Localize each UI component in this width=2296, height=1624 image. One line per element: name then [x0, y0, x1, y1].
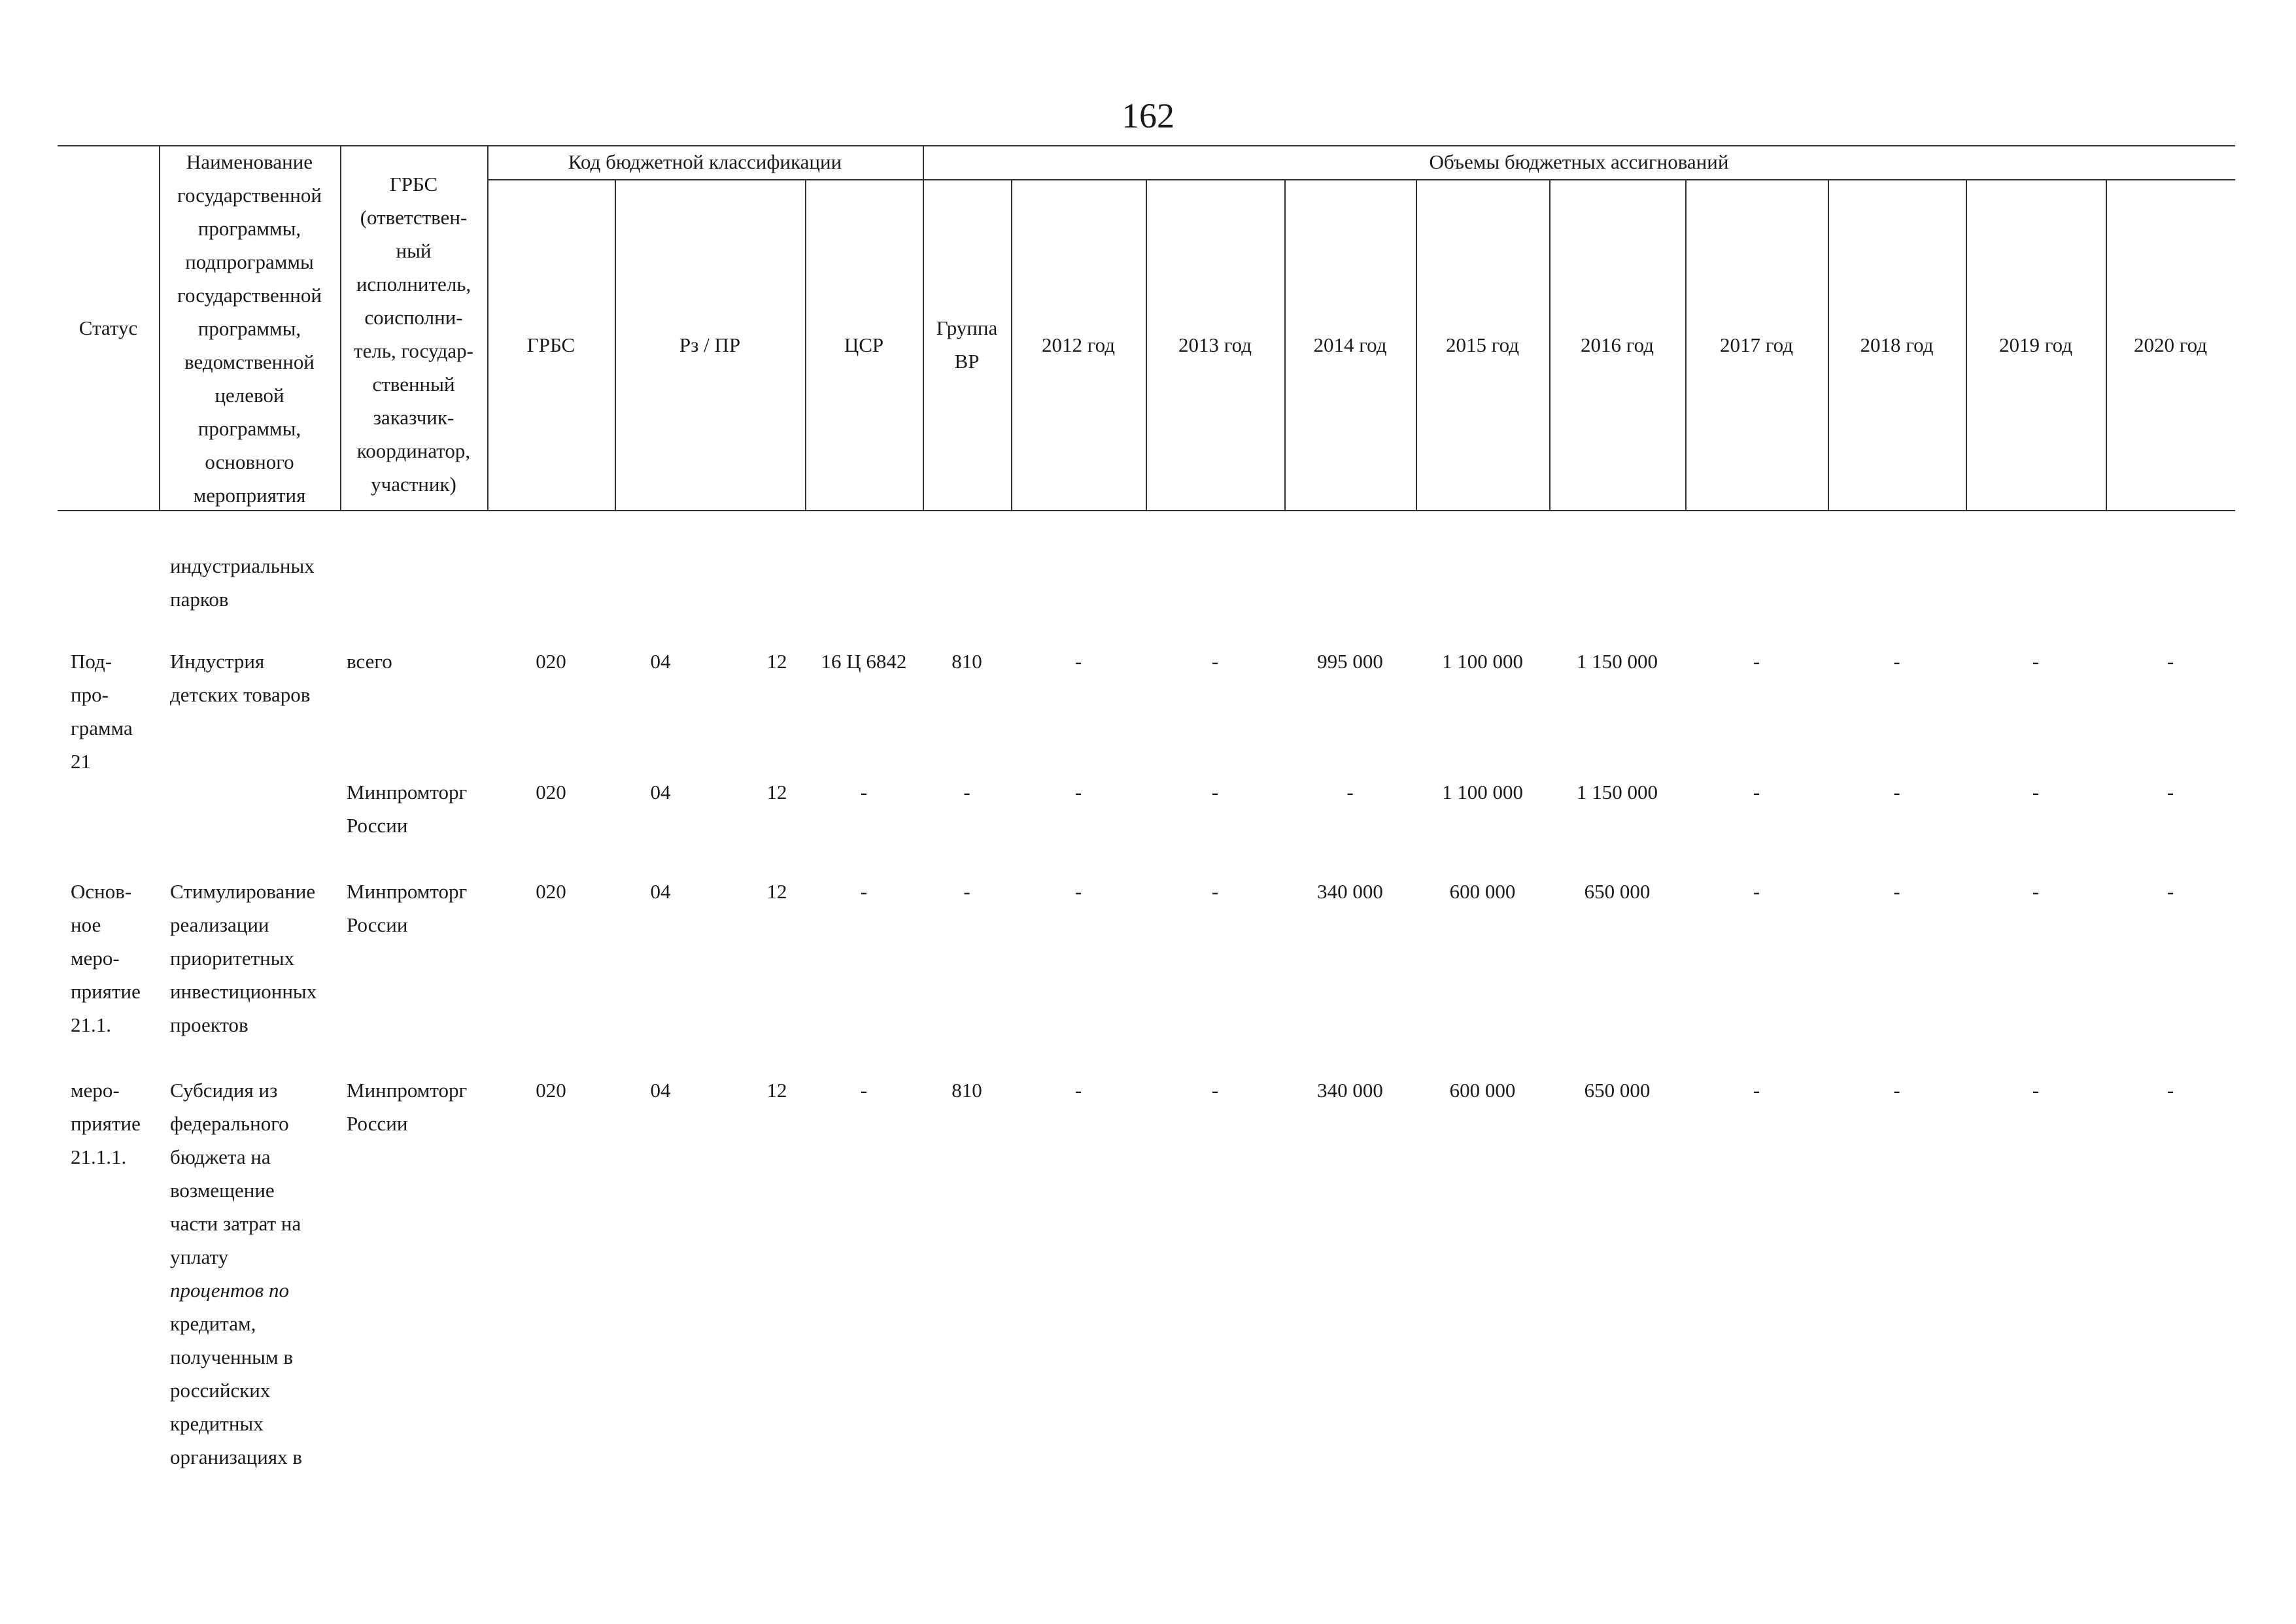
row-rz: 04 [650, 781, 671, 804]
row-value-2020: - [2167, 880, 2174, 903]
header-year-2013: 2013 год [1178, 333, 1252, 356]
row-value-2019: - [2032, 781, 2040, 804]
row-vr: - [963, 781, 970, 804]
row-value-2012: - [1074, 781, 1082, 804]
row-value-2015: 600 000 [1449, 880, 1516, 903]
row-program-name: Стимулирование реализации приоритетных инвестиционных проектов [170, 880, 317, 1036]
header-csr: ЦСР [844, 333, 884, 356]
row-grbs-role: Минпромторг России [347, 781, 468, 837]
row-value-2013: - [1211, 1079, 1219, 1102]
row-value-2015: 1 100 000 [1442, 650, 1523, 673]
header-year-2016: 2016 год [1580, 333, 1654, 356]
row-value-2013: - [1211, 880, 1219, 903]
row-value-2017: - [1753, 880, 1760, 903]
row-vr: 810 [951, 1079, 982, 1102]
page-number: 162 [1122, 96, 1174, 135]
row-value-2016: 1 150 000 [1577, 650, 1658, 673]
header-grbs: ГРБС [526, 333, 575, 356]
row-status: Под- про- грамма 21 [71, 650, 133, 773]
header-program-name: Наименование государственной программы, подпрограммы государственной программы, ведомственной целевой программы, основного мероприятия [177, 150, 322, 507]
row-value-2014: 340 000 [1317, 880, 1383, 903]
row-value-2017: - [1753, 650, 1760, 673]
row-value-2013: - [1211, 781, 1219, 804]
row-value-2018: - [1893, 781, 1900, 804]
row-grbs-role: Минпромторг России [347, 880, 468, 936]
row-csr: - [860, 1079, 868, 1102]
row-csr: 16 Ц 6842 [821, 650, 907, 673]
header-year-2019: 2019 год [1998, 333, 2073, 356]
row-value-2012: - [1074, 880, 1082, 903]
row-value-2020: - [2167, 781, 2174, 804]
row-value-2016: 650 000 [1584, 880, 1651, 903]
header-year-2018: 2018 год [1860, 333, 1934, 356]
row-rz: 04 [650, 650, 671, 673]
row-value-2018: - [1893, 880, 1900, 903]
row-value-2018: - [1893, 1079, 1900, 1102]
header-kbk-group: Код бюджетной классификации [568, 150, 842, 173]
row-csr: - [860, 781, 868, 804]
row-vr: - [963, 880, 970, 903]
row-value-2017: - [1753, 781, 1760, 804]
row-program-name: Индустрия детских товаров [170, 650, 311, 706]
row-pr: 12 [766, 880, 787, 903]
row-rz: 04 [650, 880, 671, 903]
table-row-0-name: индустриальных парков [170, 554, 315, 611]
row-value-2014: 995 000 [1317, 650, 1383, 673]
row-value-2013: - [1211, 650, 1219, 673]
header-vr-group: Группа ВР [936, 316, 998, 373]
row-value-2020: - [2167, 650, 2174, 673]
row-value-2015: 600 000 [1449, 1079, 1516, 1102]
row-csr: - [860, 880, 868, 903]
header-year-2020: 2020 год [2133, 333, 2208, 356]
row-pr: 12 [766, 781, 787, 804]
row-rz: 04 [650, 1079, 671, 1102]
row-grbs: 020 [536, 880, 566, 903]
row-pr: 12 [766, 1079, 787, 1102]
row-value-2019: - [2032, 650, 2040, 673]
row-status: Основ- ное меро- приятие 21.1. [71, 880, 141, 1036]
header-rz-pr: Рз / ПР [679, 333, 741, 356]
header-status: Статус [78, 316, 138, 339]
row-name-part: кредитам, полученным в российских кредитных организациях в [170, 1312, 302, 1468]
header-grbs-role: ГРБС (ответствен- ный исполнитель, соисполни- тель, государ- ственный заказчик- координатор, участник) [354, 173, 473, 496]
row-value-2016: 650 000 [1584, 1079, 1651, 1102]
row-program-name [170, 1074, 347, 1474]
row-status: меро- приятие 21.1.1. [71, 1079, 141, 1168]
row-value-2020: - [2167, 1079, 2174, 1102]
row-value-2015: 1 100 000 [1442, 781, 1523, 804]
row-grbs: 020 [536, 1079, 566, 1102]
row-value-2017: - [1753, 1079, 1760, 1102]
row-value-2012: - [1074, 1079, 1082, 1102]
header-year-2012: 2012 год [1041, 333, 1116, 356]
header-year-2015: 2015 год [1445, 333, 1520, 356]
row-value-2016: 1 150 000 [1577, 781, 1658, 804]
row-name-part: Субсидия из федерального бюджета на возмещение части затрат на уплату [170, 1079, 301, 1268]
row-grbs: 020 [536, 650, 566, 673]
header-bottom-rule [58, 510, 2235, 511]
budget-table [58, 145, 2235, 1468]
row-value-2012: - [1074, 650, 1082, 673]
row-name-italic-part: процентов по [170, 1279, 290, 1302]
header-volumes-group: Объемы бюджетных ассигнований [1429, 150, 1729, 173]
row-value-2019: - [2032, 880, 2040, 903]
row-value-2018: - [1893, 650, 1900, 673]
row-value-2014: 340 000 [1317, 1079, 1383, 1102]
row-value-2014: - [1346, 781, 1354, 804]
row-grbs: 020 [536, 781, 566, 804]
row-grbs-role: всего [347, 650, 392, 673]
row-pr: 12 [766, 650, 787, 673]
header-year-2014: 2014 год [1313, 333, 1387, 356]
header-year-2017: 2017 год [1719, 333, 1794, 356]
row-value-2019: - [2032, 1079, 2040, 1102]
row-grbs-role: Минпромторг России [347, 1079, 468, 1135]
row-vr: 810 [951, 650, 982, 673]
